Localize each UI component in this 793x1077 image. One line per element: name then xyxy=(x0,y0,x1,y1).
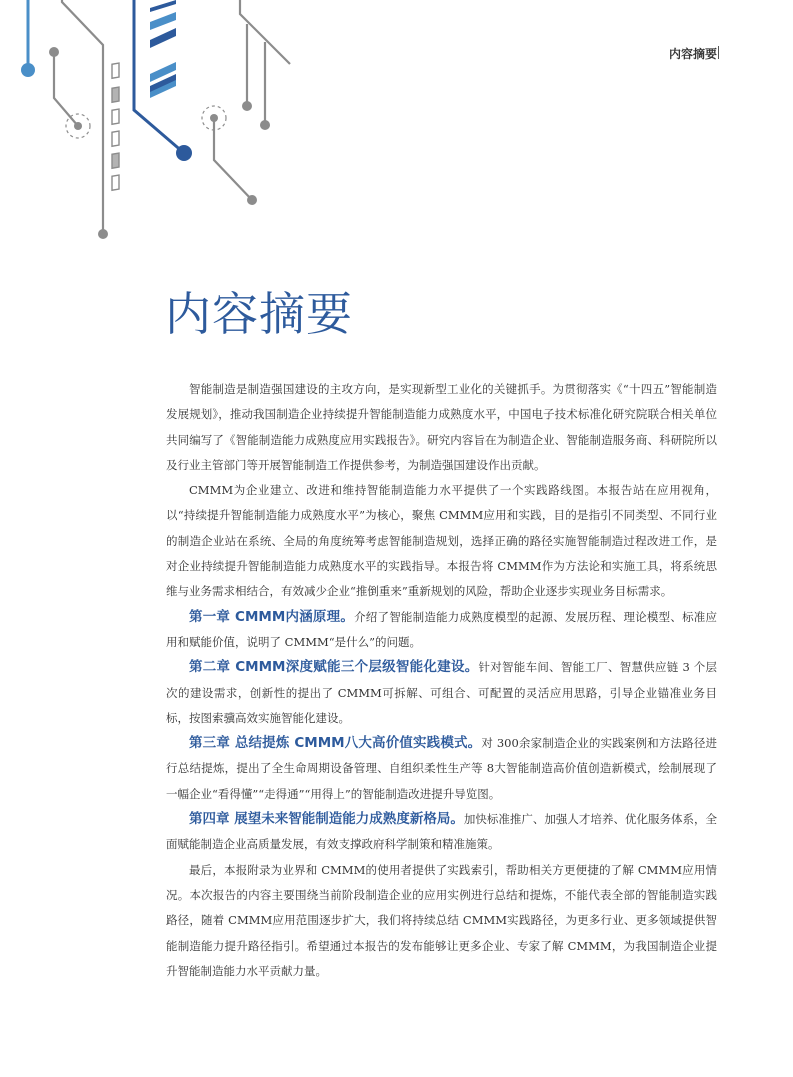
grey-circuit-line-long xyxy=(62,0,108,239)
chapter-1-title: 第一章 CMMM内涵原理。 xyxy=(189,608,355,625)
chapter-3-title: 第三章 总结提炼 CMMM八大高价值实践模式。 xyxy=(189,735,482,752)
running-header: 内容摘要 xyxy=(668,47,717,61)
chapter-3-body: 对 300余家制造企业的实践案例和方法路径进行总结提炼，提出了全生命周期设备管理、自组织柔性生产等 8大智能制造高价值创造新模式，绘制展现了一幅企业“看得懂”“走得通”“用得上”的智能制造改进提升导览图。 xyxy=(166,736,718,801)
chapter-2-title: 第二章 CMMM深度赋能三个层级智能化建设。 xyxy=(189,659,479,676)
paragraph-cmmm: CMMM为企业建立、改进和维持智能制造能力水平提供了一个实践路线图。本报告站在应用视角，以“持续提升智能制造能力成熟度水平”为核心，聚焦 CMMM应用和实践，目的是指引不同类型、不同行业的制造企业站在系统、全局的角度统筹考虑智能制造规划，选择正确的路径实施智能制造过程改进工作，是对企业持续提升智能制造能力成熟度水平的实践指导。本报告将 CMMM作为方法论和实施工具，将系统思维与业务需求相结合，有效减少企业“推倒重来”重新规划的风险，帮助企业逐步实现业务目标需求。 xyxy=(166,483,717,599)
paragraph-chapter-2 xyxy=(166,655,717,731)
grey-circuit-line-middle xyxy=(202,106,257,205)
paragraph-chapter-1 xyxy=(166,605,717,656)
chapter-2-body: 针对智能车间、智能工厂、智慧供应链 3 个层次的建设需求，创新性的提出了 CMMM可拆解、可组合、可配置的灵活应用思路，引导企业锚准业务目标，按图索骥高效实施智能化建设。 xyxy=(166,660,717,725)
light-blue-circuit-line xyxy=(21,0,35,77)
page-title: 内容摘要 xyxy=(165,287,353,341)
circuit-decoration xyxy=(0,0,300,250)
summary-body xyxy=(166,377,717,984)
paragraph-chapter-3 xyxy=(166,731,717,807)
grey-circuit-line-left xyxy=(49,47,90,138)
paragraph-chapter-4 xyxy=(166,807,717,858)
paragraph-intro: 智能制造是制造强国建设的主攻方向，是实现新型工业化的关键抓手。为贯彻落实《“十四五”智能制造发展规划》，推动我国制造企业持续提升智能制造能力成熟度水平，中国电子技术标准化研究院联合相关单位共同编写了《智能制造能力成熟度应用实践报告》。研究内容旨在为制造企业、智能制造服务商、科研院所以及行业主管部门等开展智能制造工作提供参考，为制造强国建设作出贡献。 xyxy=(166,382,717,472)
stripe-marks xyxy=(150,0,176,98)
chapter-1-body: 介绍了智能制造能力成熟度模型的起源、发展历程、理论模型、标准应用和赋能价值，说明了 CMMM“是什么”的问题。 xyxy=(166,609,717,649)
chapter-4-body: 加快标准推广、加强人才培养、优化服务体系，全面赋能制造企业高质量发展，有效支撑政府科学制策和精准施策。 xyxy=(166,812,718,852)
chapter-4-title: 第四章 展望未来智能制造能力成熟度新格局。 xyxy=(189,811,464,828)
grey-circuit-line-right xyxy=(240,0,290,130)
paragraph-closing: 最后，本报附录为业界和 CMMM的使用者提供了实践索引，帮助相关方更便捷的了解 CMMM应用情况。本次报告的内容主要围绕当前阶段制造企业的应用实例进行总结和提炼，不能代表全部的智能制造实践路径，随着 CMMM应用范围逐步扩大，我们将持续总结 CMMM实践路径，为更多行业、更多领域提供智能制造能力提升路径指引。希望通过本报告的发布能够让更多企业、专家了解 CMMM，为我国制造企业提升智能制造能力水平贡献力量。 xyxy=(166,862,717,978)
header-divider xyxy=(718,46,719,59)
square-marks xyxy=(112,63,119,190)
